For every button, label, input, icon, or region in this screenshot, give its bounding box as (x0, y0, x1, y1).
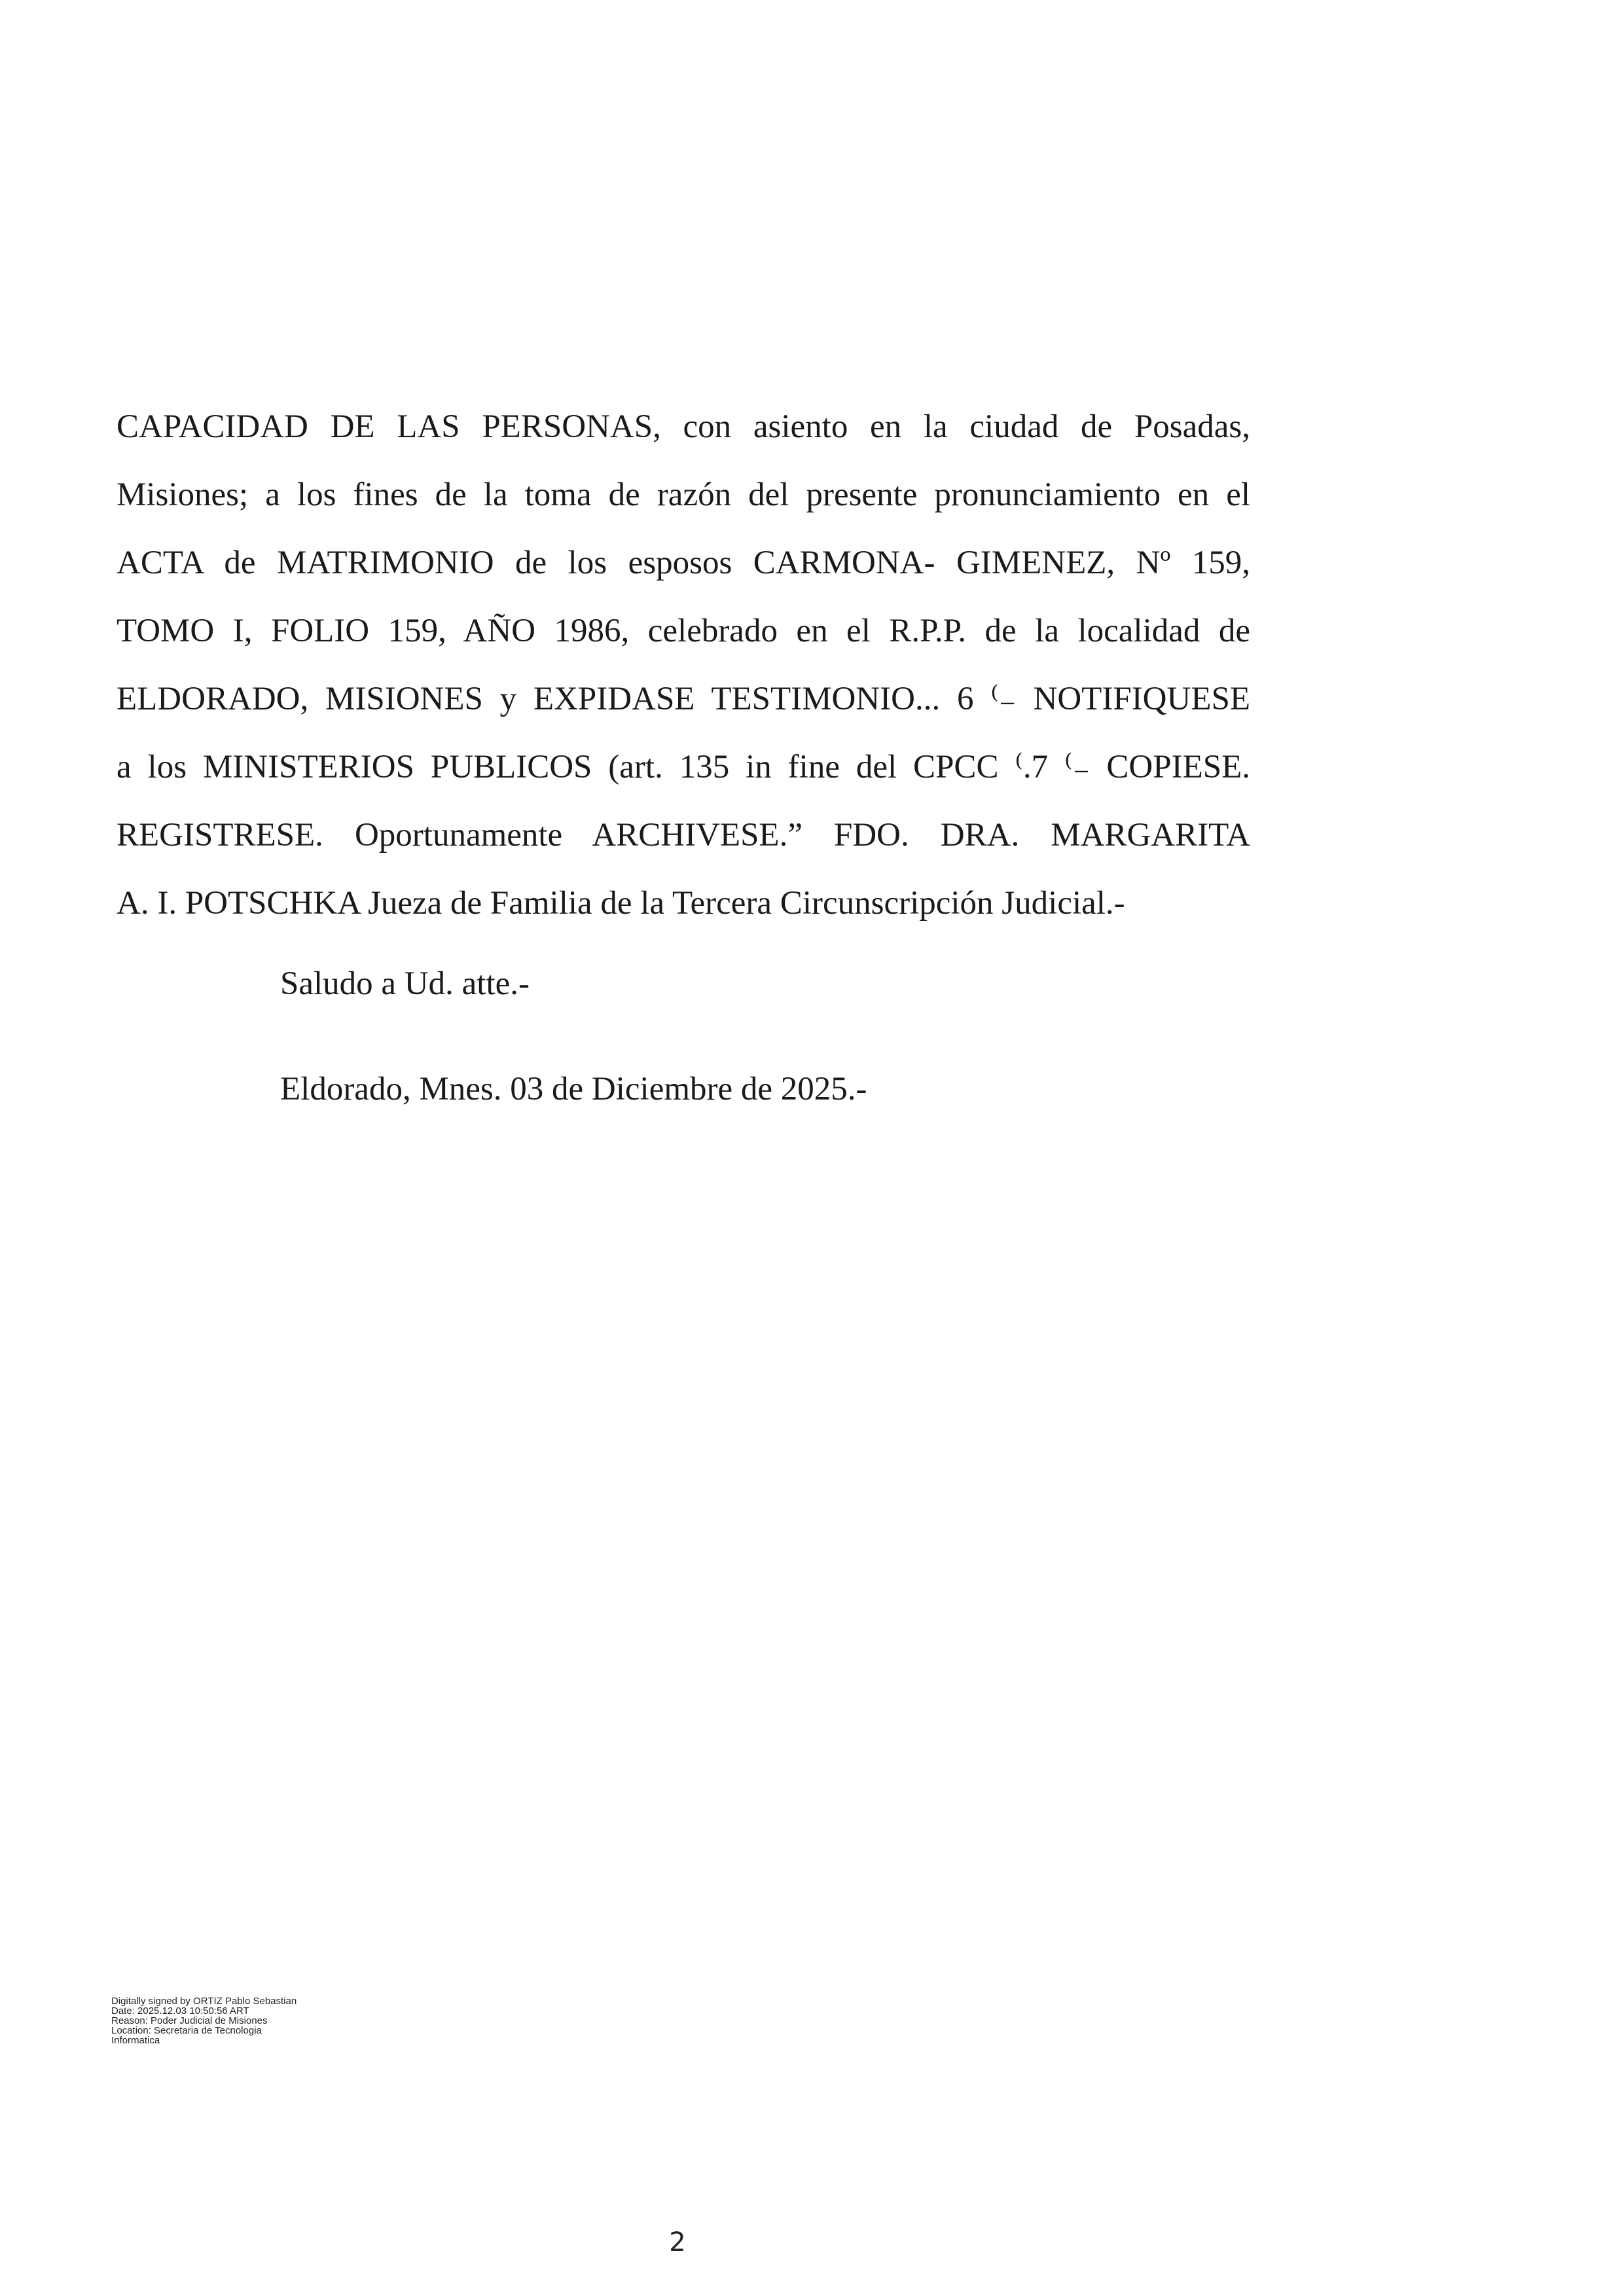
signature-reason: Reason: Poder Judicial de Misiones (111, 2015, 268, 2026)
resolution-paragraph (117, 393, 1250, 937)
paragraph-line-8: A. I. POTSCHKA Jueza de Familia de la Tercera Circunscripción Judicial.- (117, 885, 1125, 922)
digital-signature-note (111, 1996, 297, 2045)
paragraph-line-1: CAPACIDAD DE LAS PERSONAS, con asiento en la ciudad de Posadas, (117, 408, 1250, 445)
paragraph-line-7: REGISTRESE. Oportunamente ARCHIVESE.” FDO. DRA. MARGARITA (117, 817, 1250, 853)
place-and-date: Eldorado, Mnes. 03 de Diciembre de 2025.- (280, 1071, 867, 1107)
paragraph-line-5: ELDORADO, MISIONES y EXPIDASE TESTIMONIO... 6 ⁽₋ NOTIFIQUESE (117, 681, 1250, 717)
page-number: 2 (669, 2227, 686, 2257)
signature-location-continued: Informatica (111, 2035, 160, 2046)
signature-date: Date: 2025.12.03 10:50:56 ART (111, 2005, 249, 2017)
closing-greeting: Saludo a Ud. atte.- (280, 965, 530, 1002)
paragraph-line-4: TOMO I, FOLIO 159, AÑO 1986, celebrado en el R.P.P. de la localidad de (117, 613, 1250, 649)
signature-location: Location: Secretaria de Tecnologia (111, 2025, 262, 2036)
paragraph-line-2: Misiones; a los fines de la toma de razón del presente pronunciamiento en el (117, 476, 1250, 513)
paragraph-line-3: ACTA de MATRIMONIO de los esposos CARMONA- GIMENEZ, Nº 159, (117, 545, 1250, 581)
signature-signed-by: Digitally signed by ORTIZ Pablo Sebastian (111, 1996, 297, 2007)
paragraph-line-6: a los MINISTERIOS PUBLICOS (art. 135 in fine del CPCC ⁽.7 ⁽₋ COPIESE. (117, 749, 1250, 785)
